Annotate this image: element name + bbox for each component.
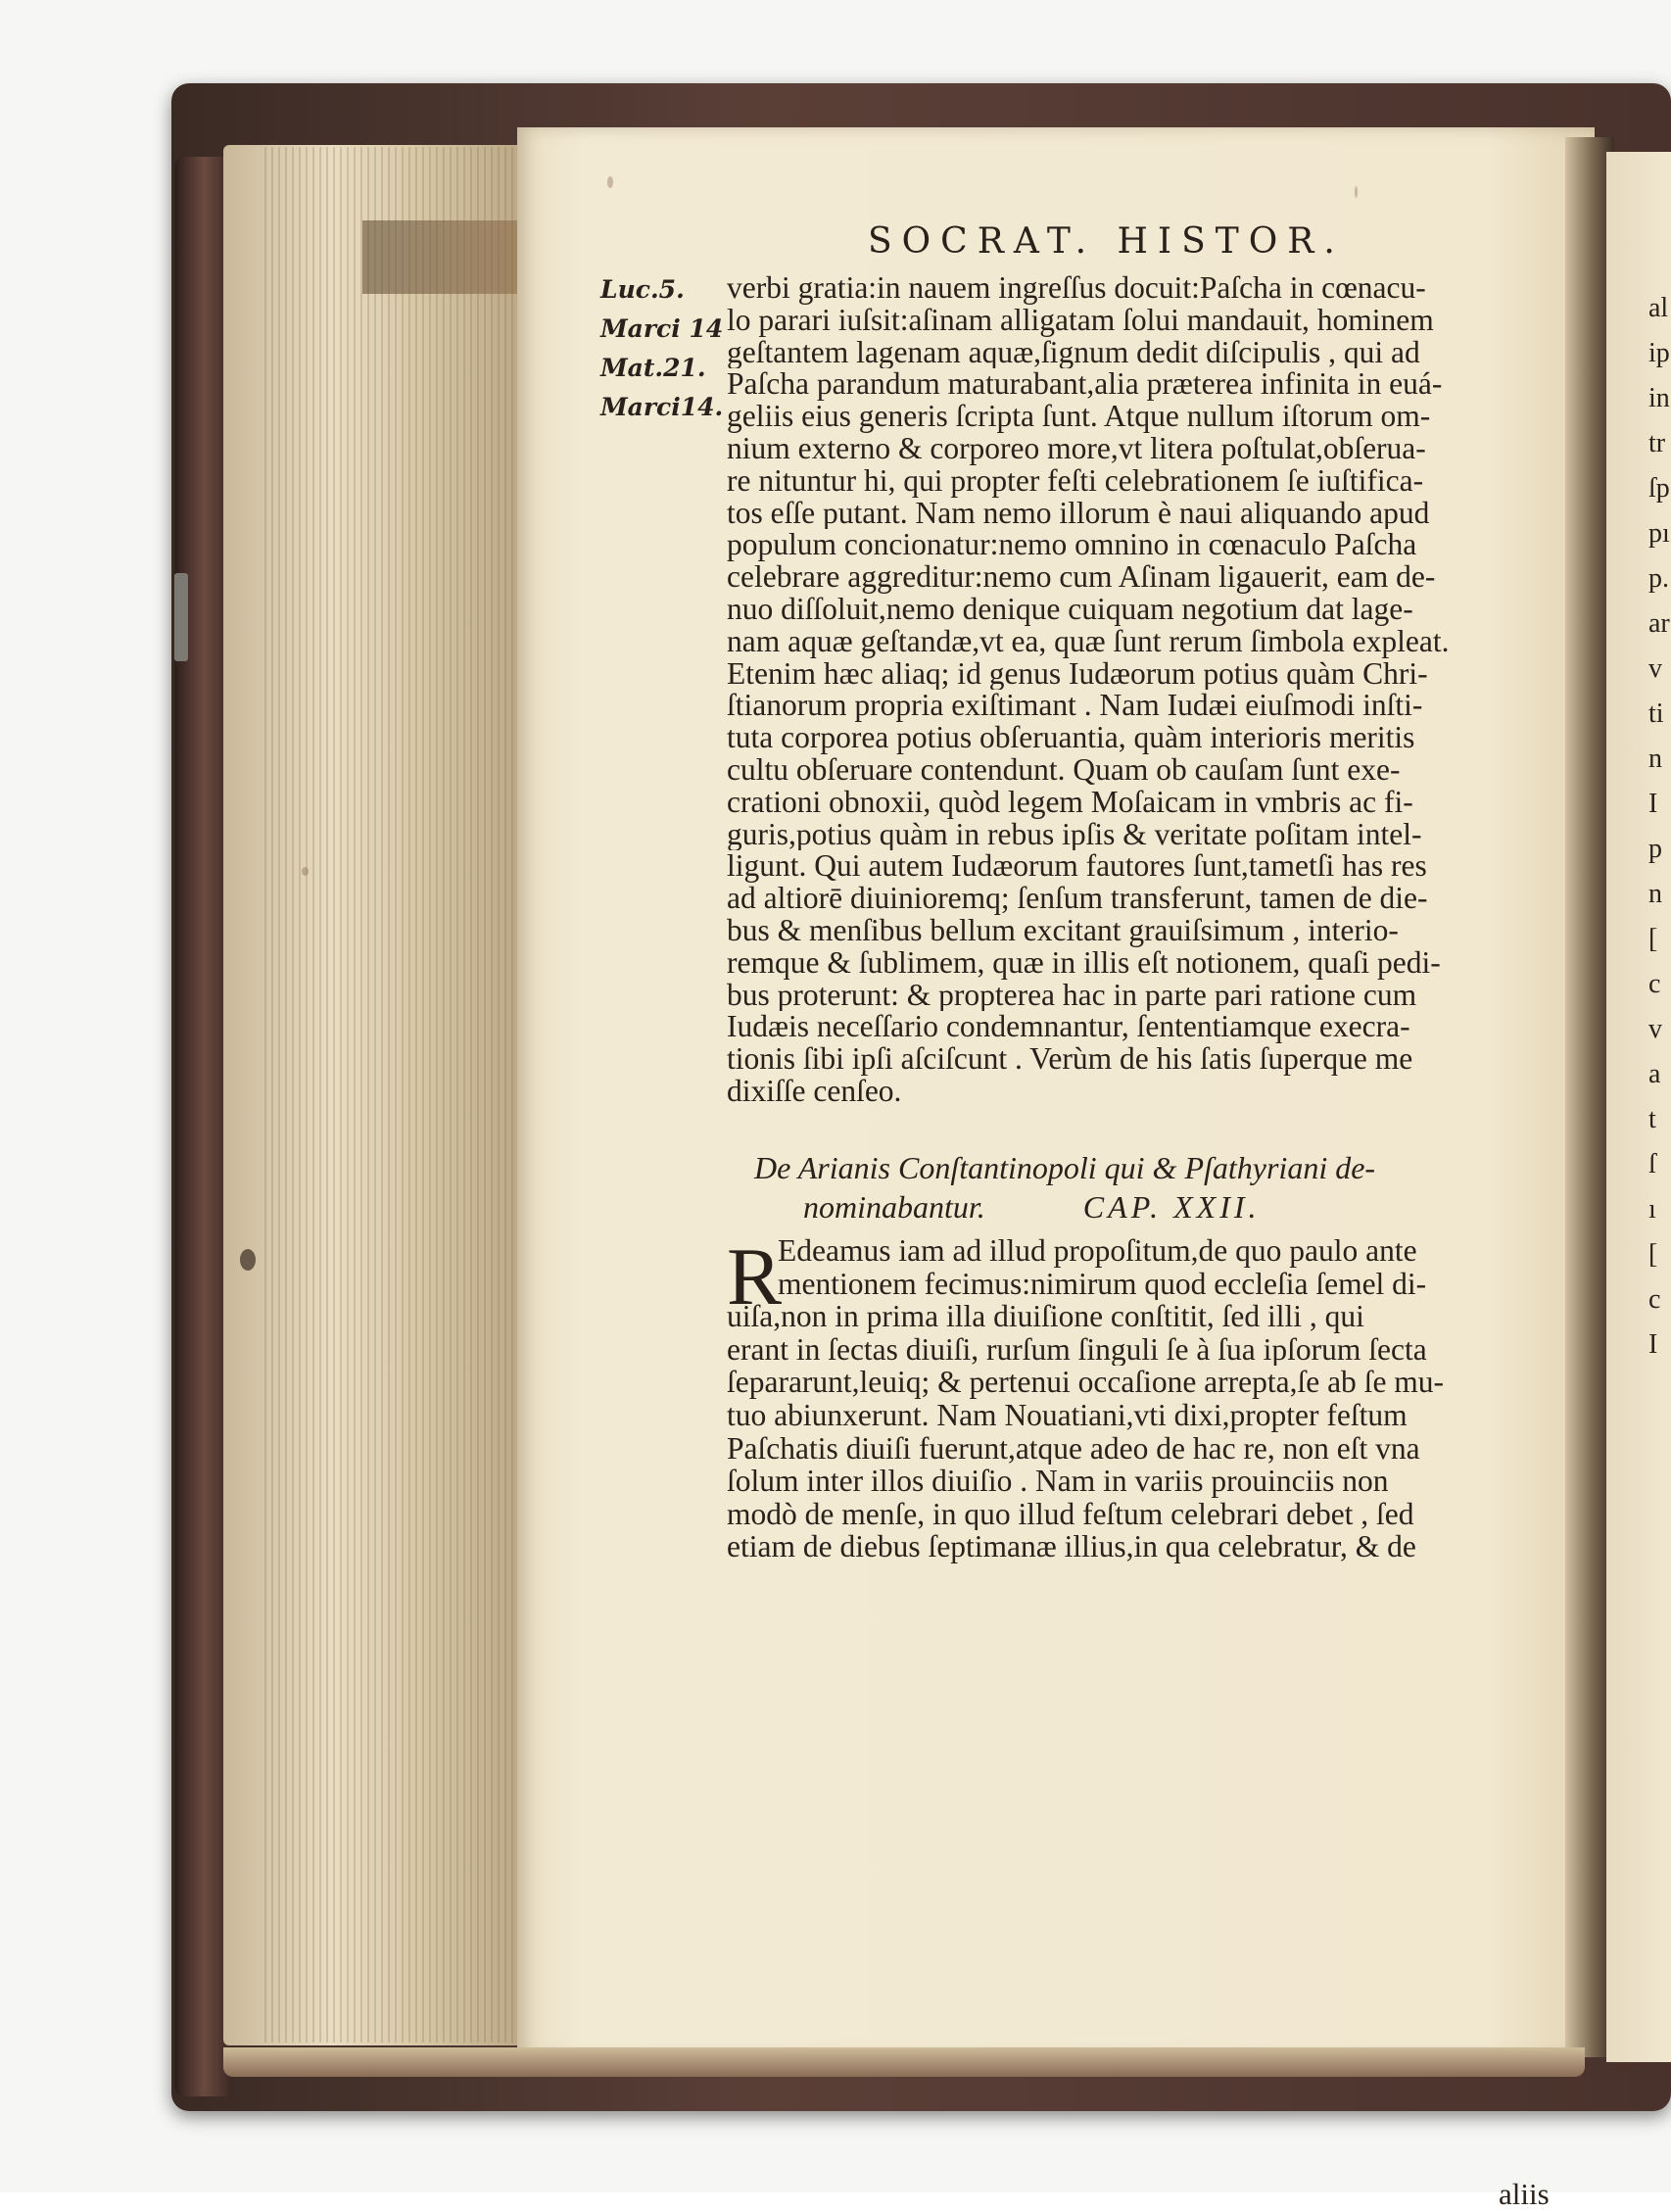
text-line: populum concionatur:nemo omnino in cœnaculo Paſcha bbox=[727, 529, 1417, 562]
text-line: nam aquæ geſtandæ,vt ea, quæ ſunt rerum ſimbola expleat. bbox=[727, 625, 1450, 658]
text-line: ad altiorē diuinioremq; ſenſum transferunt, tamen de die- bbox=[727, 883, 1428, 915]
right-page-fragment: ip bbox=[1648, 338, 1670, 368]
drop-cap: R bbox=[727, 1231, 783, 1322]
page-edge-lines bbox=[264, 147, 529, 2043]
text-line: tuta corporea potius obſeruantia, quàm interioris meritis bbox=[727, 722, 1415, 754]
text-line: dixiſſe cenſeo. bbox=[727, 1075, 902, 1108]
catchword: aliis bbox=[1499, 2177, 1550, 2211]
text-line: celebrare aggreditur:nemo cum Aſinam ligauerit, eam de- bbox=[727, 561, 1436, 594]
text-line: nuo diſſoluit,nemo denique cuiquam negotium dat lage- bbox=[727, 593, 1413, 626]
edge-stain bbox=[362, 220, 519, 294]
ink-spot bbox=[607, 176, 613, 188]
text-line: Paſchatis diuiſi fuerunt,atque adeo de hac re, non eſt vna bbox=[727, 1431, 1420, 1466]
text-line: Etenim hæc aliaq; id genus Iudæorum potius quàm Chri- bbox=[727, 657, 1428, 691]
text-line: guris,potius quàm in rebus ipſis & veritate poſitam intel- bbox=[727, 818, 1422, 851]
margin-notes bbox=[600, 270, 723, 427]
text-line: ſtianorum propria exiſtimant . Nam Iudæi eiuſmodi inſti- bbox=[727, 690, 1423, 723]
right-page-fragment: v bbox=[1648, 1014, 1662, 1044]
text-line: nium externo & corporeo more,vt litera poſtulat,obſerua- bbox=[727, 432, 1426, 465]
right-page-fragment: p bbox=[1648, 834, 1662, 864]
chapter-title-line bbox=[754, 1187, 1538, 1226]
clasp bbox=[174, 573, 188, 661]
chapter-title-line: De Arianis Conſtantinopoli qui & Pſathyriani de- bbox=[754, 1150, 1376, 1185]
right-page-fragment: n bbox=[1648, 744, 1662, 774]
text-line: Iudæis neceſſario condemnantur, ſententiamque execra- bbox=[727, 1011, 1410, 1044]
text-line: tos eſſe putant. Nam nemo illorum è naui aliquando apud bbox=[727, 497, 1430, 530]
text-line: bus & menſibus bellum excitant grauiſsimum , interio- bbox=[727, 914, 1399, 947]
ink-spot bbox=[302, 867, 309, 876]
text-line: re nituntur hi, qui propter feſti celebrationem ſe iuſtifica- bbox=[727, 464, 1424, 498]
chapter-heading bbox=[754, 1148, 1538, 1226]
chapter-body bbox=[727, 1231, 1530, 1563]
text-line: ſolum inter illos diuiſio . Nam in variis prouinciis non bbox=[727, 1465, 1389, 1498]
text-line: geſtantem lagenam aquæ,ſignum dedit diſcipulis , qui ad bbox=[727, 336, 1420, 369]
right-page-fragment: tr bbox=[1648, 428, 1666, 458]
right-page-fragment: ti bbox=[1648, 698, 1664, 729]
right-page-fragment: n bbox=[1648, 879, 1662, 909]
text-line: ſepararunt,leuiq; & pertenui occaſione arrepta,ſe ab ſe mu- bbox=[727, 1366, 1445, 1399]
right-page-fragment: pı bbox=[1648, 518, 1670, 549]
right-page-fragment: al bbox=[1648, 293, 1669, 323]
text-line: tuo abiunxerunt. Nam Nouatiani,vti dixi,propter feſtum bbox=[727, 1398, 1408, 1432]
text-line: mentionem fecimus:nimirum quod eccleſia ſemel di- bbox=[778, 1267, 1427, 1301]
text-line: Edeamus iam ad illud propoſitum,de quo paulo ante bbox=[778, 1234, 1417, 1268]
ink-spot bbox=[240, 1249, 256, 1271]
text-line: erant in ſectas diuiſi, rurſum ſinguli ſe à ſua ipſorum ſecta bbox=[727, 1332, 1427, 1367]
right-page-fragment: p. bbox=[1648, 563, 1669, 594]
margin-note: Marci 14 bbox=[600, 314, 724, 343]
right-page-fragment: a bbox=[1648, 1059, 1661, 1089]
margin-note: Mat.21. bbox=[600, 354, 706, 382]
text-line: lo parari iuſsit:aſinam alligatam ſolui mandauit, hominem bbox=[727, 304, 1434, 337]
right-page-fragment: [ bbox=[1648, 924, 1658, 954]
text-line: ligunt. Qui autem Iudæorum fautores ſunt,tametſi has res bbox=[727, 850, 1427, 884]
margin-note: Marci14. bbox=[600, 393, 724, 421]
right-page-fragment: [ bbox=[1648, 1239, 1658, 1270]
right-page-fragment: ı bbox=[1648, 1194, 1656, 1225]
right-page-fragment: I bbox=[1648, 789, 1658, 819]
right-page-fragment: t bbox=[1648, 1104, 1656, 1134]
ink-spot bbox=[1355, 186, 1358, 198]
margin-note: Luc.5. bbox=[600, 275, 685, 304]
right-page-fragment: ar bbox=[1648, 608, 1670, 639]
text-line: crationi obnoxii, quòd legem Moſaicam in vmbris ac fi- bbox=[727, 786, 1413, 819]
text-line: cultu obſeruare contendunt. Quam ob cauſam ſunt exe- bbox=[727, 753, 1401, 787]
right-page-fragment: c bbox=[1648, 1284, 1661, 1315]
text-line: modò de menſe, in quo illud feſtum celebrari debet , ſed bbox=[727, 1497, 1414, 1531]
text-line: bus proterunt: & propterea hac in parte pari ratione cum bbox=[727, 979, 1417, 1012]
text-line: Paſcha parandum maturabant,alia præterea infinita in euá- bbox=[727, 368, 1443, 402]
text-line: uiſa,non in prima illa diuiſione conſtitit, ſed illi , qui bbox=[727, 1300, 1364, 1333]
right-page-fragment: in bbox=[1648, 383, 1670, 413]
right-page-text-fragments bbox=[1648, 286, 1670, 1368]
text-line: remque & ſublimem, quæ in illis eſt notionem, quaſi pedi- bbox=[727, 946, 1441, 980]
right-page-fragment: ſ bbox=[1648, 1149, 1656, 1179]
text-line: etiam de diebus ſeptimanæ illius,in qua celebratur, & de bbox=[727, 1530, 1416, 1563]
right-page-fragment: I bbox=[1648, 1329, 1658, 1360]
text-line: tionis ſibi ipſi aſciſcunt . Verùm de his ſatis ſuperque me bbox=[727, 1043, 1413, 1076]
text-line: verbi gratia:in nauem ingreſſus docuit:Paſcha in cœnacu- bbox=[727, 272, 1426, 305]
chapter-title-line2: nominabantur. bbox=[803, 1189, 985, 1225]
running-title: SOCRAT. HISTOR. bbox=[868, 221, 1345, 262]
right-page-fragment: v bbox=[1648, 653, 1662, 684]
text-line: geliis eius generis ſcripta ſunt. Atque nullum iſtorum om- bbox=[727, 401, 1431, 433]
bottom-page-edges bbox=[223, 2047, 1585, 2077]
right-page-fragment: ſp bbox=[1648, 473, 1670, 504]
body-text bbox=[727, 272, 1530, 1108]
right-page-fragment: c bbox=[1648, 969, 1661, 999]
chapter-number: CAP. XXII. bbox=[1082, 1189, 1261, 1225]
